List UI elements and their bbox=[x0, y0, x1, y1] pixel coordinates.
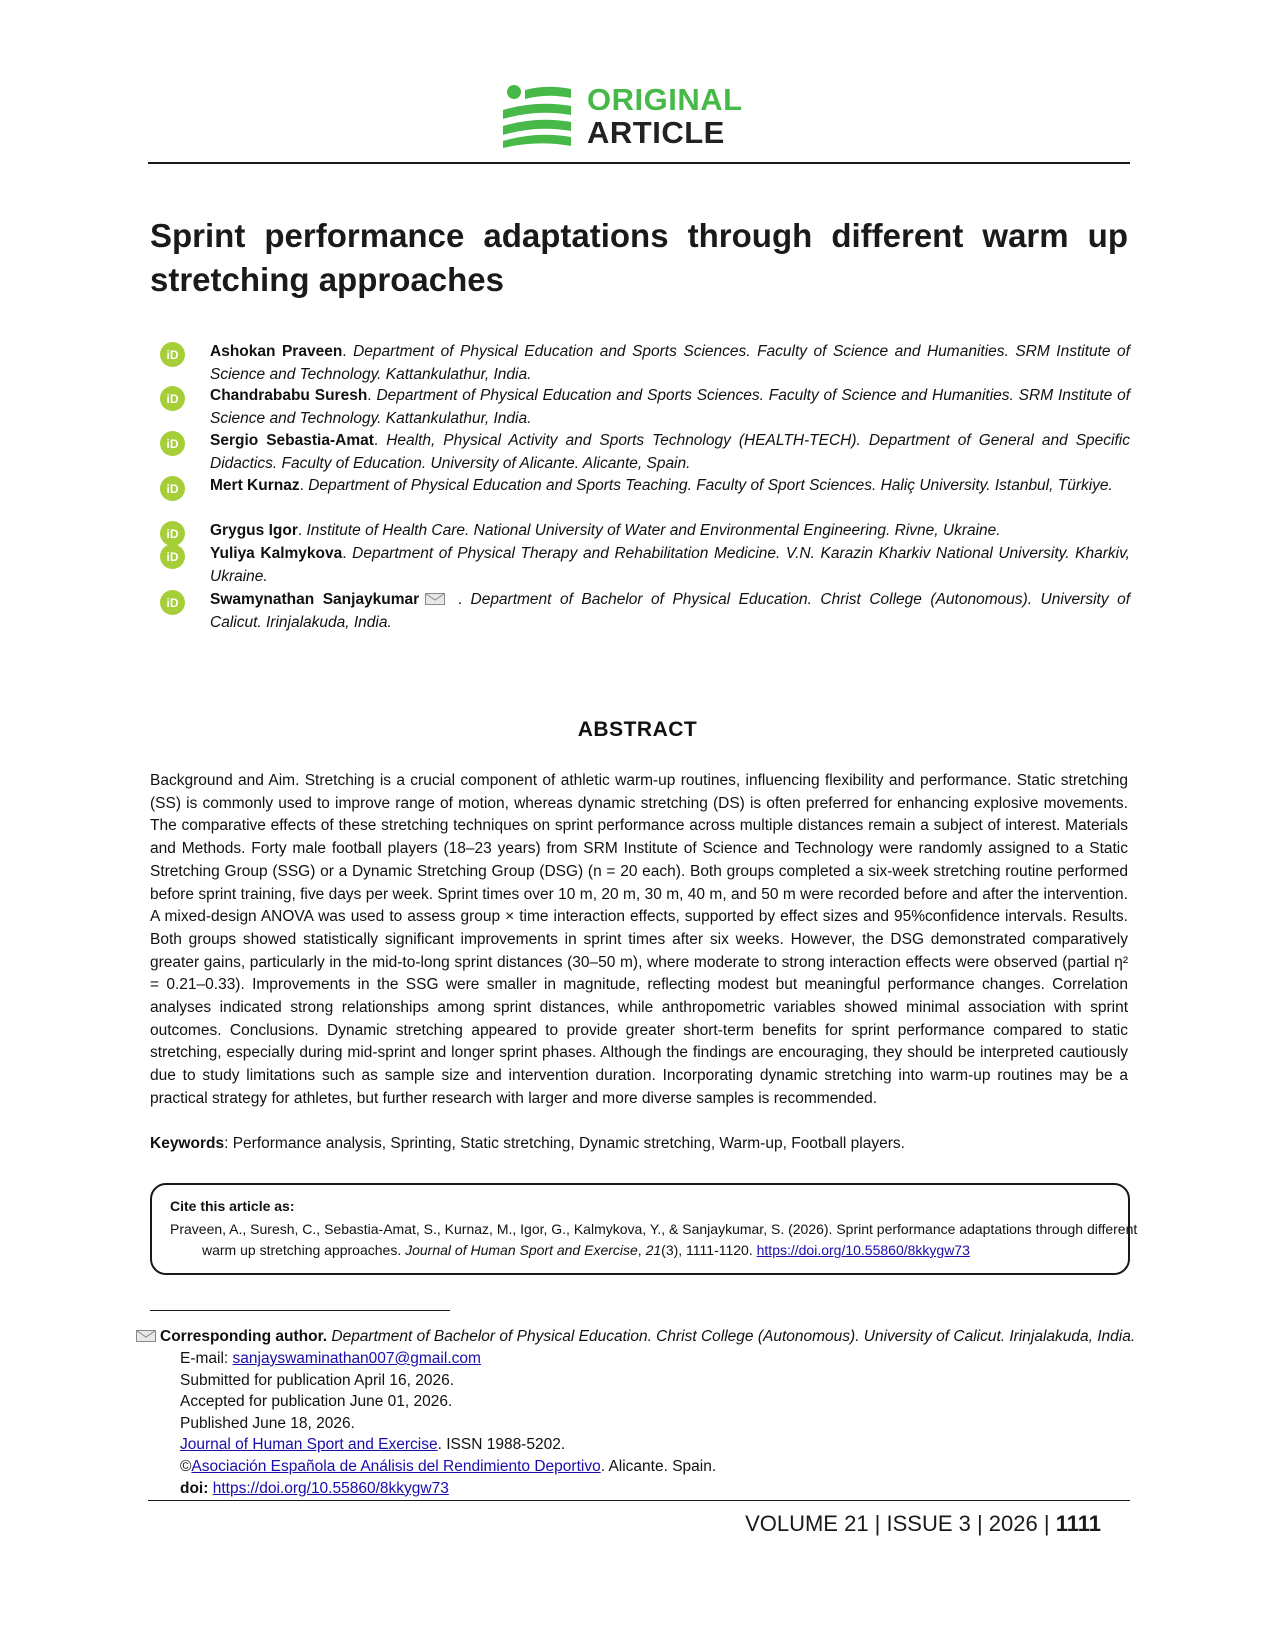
corresponding-author-note bbox=[136, 1326, 1136, 1348]
author-affiliation: Department of Physical Education and Sports Sciences. Faculty of Science and Humanities. SRM Institute of Science and Technology. Kattankulathur, India. bbox=[210, 343, 1130, 383]
logo-line1: ORIGINAL bbox=[587, 82, 743, 117]
author-name: Swamynathan Sanjaykumar bbox=[210, 591, 420, 608]
author-text: Swamynathan Sanjaykumar . Department of Bachelor of Physical Education. Christ College (Autonomous). University of Calicut. Irinjalakuda, India. bbox=[210, 591, 1131, 631]
citation-doi-link[interactable]: https://doi.org/10.55860/8kkygw73 bbox=[756, 1242, 970, 1258]
issue-info: VOLUME 21 | ISSUE 3 | 2026 | bbox=[745, 1511, 1056, 1536]
submitted-date: Submitted for publication April 16, 2026. bbox=[180, 1371, 455, 1389]
author-affiliation: Institute of Health Care. National University of Water and Environmental Engineering. Rivne, Ukraine. bbox=[306, 522, 1001, 539]
author-affiliation: Department of Physical Therapy and Rehabilitation Medicine. V.N. Karazin Kharkiv National University. Kharkiv, Ukraine. bbox=[210, 545, 1130, 585]
article-title: Sprint performance adaptations through different warm up stretching approaches bbox=[150, 217, 1128, 298]
published-date: Published June 18, 2026. bbox=[180, 1414, 355, 1432]
orcid-icon[interactable]: iD bbox=[160, 521, 185, 546]
author-name: Grygus Igor bbox=[210, 522, 298, 539]
accepted-date: Accepted for publication June 01, 2026. bbox=[180, 1393, 453, 1411]
author-name: Chandrababu Suresh bbox=[210, 387, 368, 404]
footnote-divider bbox=[150, 1310, 450, 1311]
envelope-icon[interactable] bbox=[425, 593, 445, 605]
email-link[interactable]: sanjayswaminathan007@gmail.com bbox=[232, 1350, 481, 1367]
citation-journal: Journal of Human Sport and Exercise bbox=[405, 1242, 638, 1258]
header-divider bbox=[148, 162, 1130, 164]
orcid-icon[interactable]: iD bbox=[160, 431, 185, 456]
journal-line: Journal of Human Sport and Exercise. ISSN 1988-5202. bbox=[180, 1436, 566, 1454]
keywords-label: Keywords bbox=[150, 1135, 225, 1152]
author-text: Ashokan Praveen. Department of Physical Education and Sports Sciences. Faculty of Science and Humanities. SRM Institute of Science and Technology. Kattankulathur, India. bbox=[210, 343, 1130, 383]
envelope-icon bbox=[136, 1330, 156, 1342]
orcid-icon[interactable]: iD bbox=[160, 544, 185, 569]
keywords-line bbox=[150, 1133, 1128, 1155]
author-affiliation: Health, Physical Activity and Sports Technology (HEALTH-TECH). Department of General and Specific Didactics. Faculty of Education. University of Alicante. Alicante, Spain. bbox=[210, 432, 1130, 472]
author-name: Mert Kurnaz bbox=[210, 477, 300, 494]
author-text: Yuliya Kalmykova. Department of Physical Therapy and Rehabilitation Medicine. V.N. Karazin Kharkiv National University. Kharkiv, Ukraine. bbox=[210, 545, 1130, 585]
citation-text: Praveen, A., Suresh, C., Sebastia-Amat, S., Kurnaz, M., Igor, G., Kalmykova, Y., & Sanjaykumar, S. (2026). Sprint performance adaptations through different warm up stretching approaches. Journal of Human Sport and Exercise, 21(3), 1111-1120. https://doi.org/10.55860/8kkygw73 bbox=[170, 1221, 1138, 1258]
abstract-heading: ABSTRACT bbox=[577, 718, 698, 741]
author-text: Mert Kurnaz. Department of Physical Education and Sports Teaching. Faculty of Sport Sciences. Haliç University. Istanbul, Türkiye. bbox=[210, 477, 1113, 494]
doi-line: doi: https://doi.org/10.55860/8kkygw73 bbox=[180, 1479, 449, 1497]
author-name: Ashokan Praveen bbox=[210, 343, 343, 360]
citation-box bbox=[150, 1183, 1138, 1275]
citation-volume: 21 bbox=[645, 1242, 662, 1258]
copyright-line: ©Asociación Española de Análisis del Rendimiento Deportivo. Alicante. Spain. bbox=[180, 1457, 717, 1475]
citation-label: Cite this article as: bbox=[170, 1198, 295, 1214]
page-number: 1111 bbox=[1055, 1511, 1101, 1536]
journal-link[interactable]: Journal of Human Sport and Exercise bbox=[180, 1436, 438, 1454]
author-text: Chandrababu Suresh. Department of Physical Education and Sports Sciences. Faculty of Science and Humanities. SRM Institute of Science and Technology. Kattankulathur, India. bbox=[210, 387, 1131, 427]
logo-line2: ARTICLE bbox=[587, 115, 725, 150]
doi-link[interactable]: https://doi.org/10.55860/8kkygw73 bbox=[212, 1479, 449, 1497]
footnote-details bbox=[180, 1348, 1080, 1499]
organization-link[interactable]: Asociación Española de Análisis del Rendimiento Deportivo bbox=[191, 1457, 601, 1475]
corresponding-author-label: Corresponding author. bbox=[160, 1328, 328, 1345]
page-footer bbox=[745, 1510, 1101, 1538]
author-name: Sergio Sebastia-Amat bbox=[210, 432, 374, 449]
email-line: E-mail: sanjayswaminathan007@gmail.com bbox=[180, 1350, 481, 1367]
author-affiliation: Department of Physical Education and Sports Sciences. Faculty of Science and Humanities. SRM Institute of Science and Technology. Kattankulathur, India. bbox=[210, 387, 1131, 427]
author-text: Grygus Igor. Institute of Health Care. National University of Water and Environmental Engineering. Rivne, Ukraine. bbox=[210, 522, 1001, 539]
journal-logo bbox=[503, 84, 773, 152]
author-text: Sergio Sebastia-Amat. Health, Physical Activity and Sports Technology (HEALTH-TECH). Department of General and Specific Didactics. Faculty of Education. University of Alicante. Alicante, Spain. bbox=[210, 432, 1130, 472]
author-name: Yuliya Kalmykova bbox=[210, 545, 343, 562]
orcid-icon[interactable]: iD bbox=[160, 590, 185, 615]
orcid-icon[interactable]: iD bbox=[160, 476, 185, 501]
keywords-list: : Performance analysis, Sprinting, Static stretching, Dynamic stretching, Warm-up, Football players. bbox=[224, 1135, 905, 1152]
orcid-icon[interactable]: iD bbox=[160, 342, 185, 367]
stripes-logo-icon bbox=[503, 84, 579, 148]
author-affiliation: Department of Bachelor of Physical Education. Christ College (Autonomous). University of Calicut. Irinjalakuda, India. bbox=[210, 591, 1131, 631]
corresponding-author-affiliation: Department of Bachelor of Physical Education. Christ College (Autonomous). University of Calicut. Irinjalakuda, India. bbox=[331, 1328, 1136, 1345]
author-affiliation: Department of Physical Education and Sports Teaching. Faculty of Sport Sciences. Haliç University. Istanbul, Türkiye. bbox=[308, 477, 1113, 494]
orcid-icon[interactable]: iD bbox=[160, 386, 185, 411]
abstract-text: Background and Aim. Stretching is a crucial component of athletic warm-up routines, influencing flexibility and performance. Static stretching (SS) is commonly used to improve range of motion, whereas dynamic stretching (DS) is often preferred for enhancing explosive movements. The comparative effects of these stretching techniques on sprint performance across multiple distances remain a subject of interest. Materials and Methods. Forty male football players (18–23 years) from SRM Institute of Science and Technology were randomly assigned to a Static Stretching Group (SSG) or a Dynamic Stretching Group (DSG) (n = 20 each). Both groups completed a six-week stretching routine performed before sprint training, five days per week. Sprint times over 10 m, 20 m, 30 m, 40 m, and 50 m were recorded before and after the intervention. A mixed-design ANOVA was used to assess group × time interaction effects, supported by effect sizes and 95%confidence intervals. Results. Both groups showed statistically significant improvements in sprint times after six weeks. However, the DSG demonstrated comparatively greater gains, particularly in the mid-to-long sprint distances (30–50 m), where moderate to strong interaction effects were observed (partial η² = 0.21–0.33). Improvements in the SSG were smaller in magnitude, reflecting modest but meaningful performance changes. Correlation analyses indicated strong relationships among sprint distances, while anthropometric variables showed minimal association with sprint outcomes. Conclusions. Dynamic stretching appeared to provide greater short-term benefits for sprint performance compared to static stretching, especially during mid-sprint and longer sprint phases. Although the findings are encouraging, they should be interpreted cautiously due to study limitations such as sample size and intervention duration. Incorporating dynamic stretching into warm-up routines may be a practical strategy for athletes, but further research with larger and more diverse samples is recommended. bbox=[150, 772, 1128, 1107]
footer-divider bbox=[148, 1500, 1130, 1501]
